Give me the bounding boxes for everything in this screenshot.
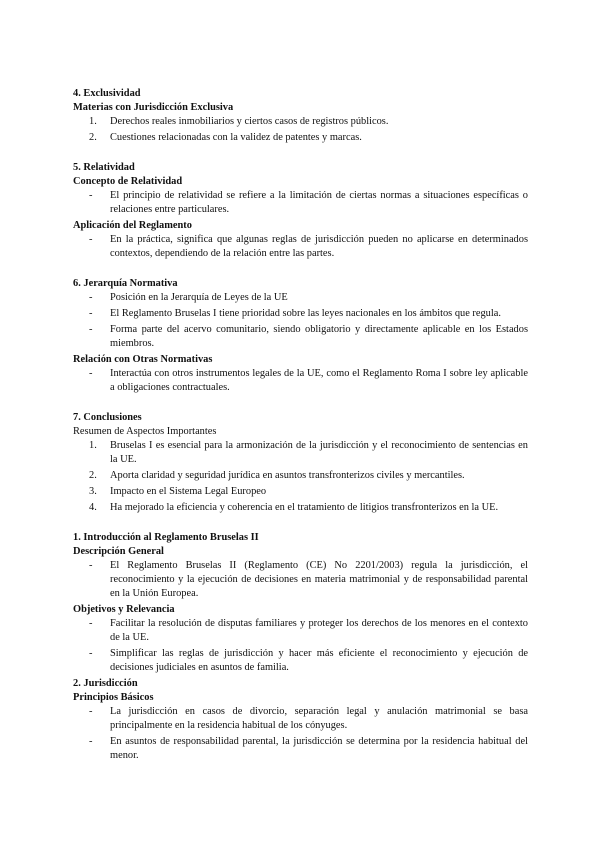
subsection-heading: Objetivos y Relevancia <box>73 604 175 615</box>
list-item: - Posición en la Jerarquía de Leyes de la UE <box>89 292 288 303</box>
section-heading: 2. Jurisdicción <box>73 678 138 689</box>
list-item: 1. Bruselas I es esencial para la armonización de la jurisdicción y el reconocimiento de sentencias en la UE. <box>89 440 528 465</box>
list-item: - Interactúa con otros instrumentos legales de la UE, como el Reglamento Roma I sobre ley aplicable a obligaciones contractuales. <box>89 368 528 393</box>
document-page <box>73 87 528 765</box>
subsection-heading: Relación con Otras Normativas <box>73 354 213 365</box>
subsection-heading: Principios Básicos <box>73 692 154 703</box>
list-item: 3. Impacto en el Sistema Legal Europeo <box>89 486 267 497</box>
section-heading: 7. Conclusiones <box>73 412 142 423</box>
list-item: 4. Ha mejorado la eficiencia y coherencia en el tratamiento de litigios transfronterizos en la UE. <box>89 502 499 513</box>
list-item: 1. Derechos reales inmobiliarios y ciertos casos de registros públicos. <box>89 116 389 127</box>
subsection-heading: Materias con Jurisdicción Exclusiva <box>73 102 234 113</box>
list-item: - El Reglamento Bruselas I tiene prioridad sobre las leyes nacionales en los ámbitos que regula. <box>89 308 501 319</box>
list-item: - La jurisdicción en casos de divorcio, separación legal y anulación matrimonial se basa principalmente en la residencia habitual de los cónyuges. <box>89 706 528 731</box>
subsection-heading: Concepto de Relatividad <box>73 176 183 187</box>
list-item: - El Reglamento Bruselas II (Reglamento (CE) No 2201/2003) regula la jurisdicción, el reconocimiento y la ejecución de decisiones en materia matrimonial y de responsabilidad parental en la Unión Europea. <box>89 560 528 599</box>
list-item: - Simplificar las reglas de jurisdicción y hacer más eficiente el reconocimiento y ejecución de decisiones judiciales en asuntos de familia. <box>89 648 528 673</box>
section-heading: 6. Jerarquía Normativa <box>73 278 178 289</box>
section-heading: 4. Exclusividad <box>73 88 141 99</box>
list-item: - Facilitar la resolución de disputas familiares y proteger los derechos de los menores en el contexto de la UE. <box>89 618 528 643</box>
list-item: 2. Cuestiones relacionadas con la validez de patentes y marcas. <box>89 132 362 143</box>
list-item: - En la práctica, significa que algunas reglas de jurisdicción pueden no aplicarse en determinados contextos, dependiendo de la relación entre las partes. <box>89 234 528 259</box>
subsection-heading: Descripción General <box>73 546 164 557</box>
list-item: - Forma parte del acervo comunitario, siendo obligatorio y directamente aplicable en los Estados miembros. <box>89 324 528 349</box>
list-item: - El principio de relatividad se refiere a la limitación de ciertas normas a situaciones específicas o relaciones entre particulares. <box>89 190 528 215</box>
section-heading: 1. Introducción al Reglamento Bruselas II <box>73 532 259 543</box>
list-item: - En asuntos de responsabilidad parental, la jurisdicción se determina por la residencia habitual del menor. <box>89 736 528 761</box>
list-item: 2. Aporta claridad y seguridad jurídica en asuntos transfronterizos civiles y mercantiles. <box>89 470 465 481</box>
subsection-heading: Aplicación del Reglamento <box>73 220 192 231</box>
plain-subheading: Resumen de Aspectos Importantes <box>73 426 217 437</box>
section-heading: 5. Relatividad <box>73 162 135 173</box>
